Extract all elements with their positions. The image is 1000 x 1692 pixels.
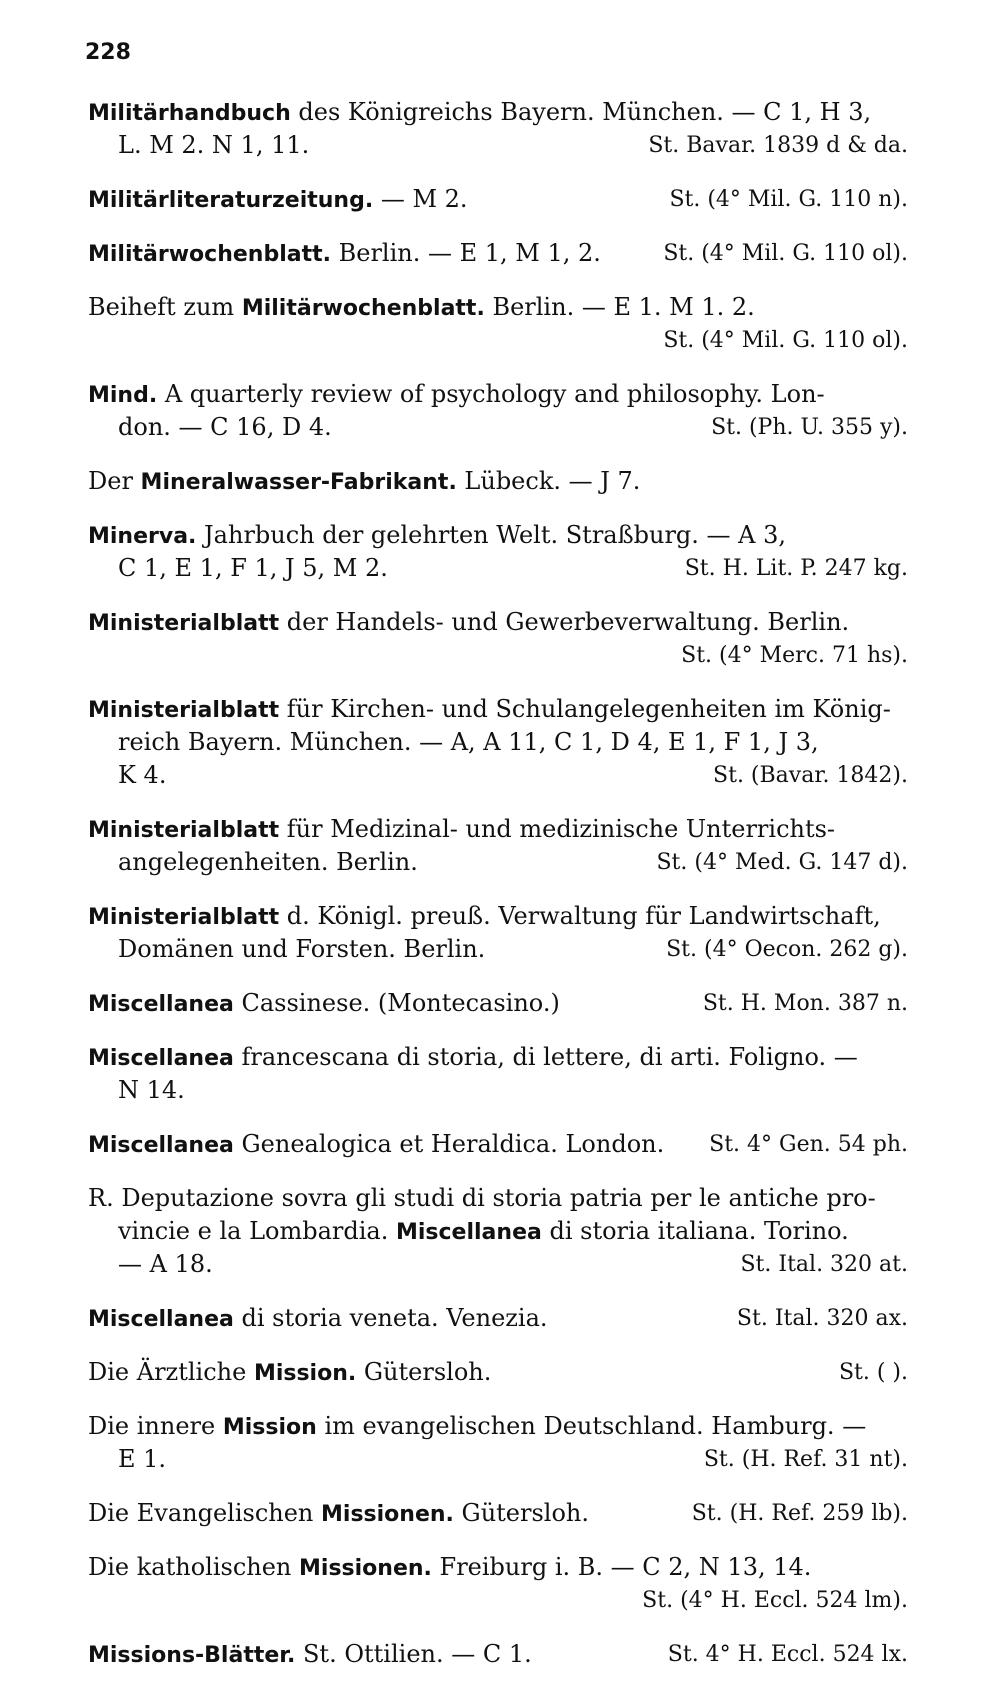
shelf-location: St. (4° H. Eccl. 524 lm).: [634, 1584, 908, 1617]
entry-text: Gütersloh.: [356, 1358, 492, 1386]
entry-title-keyword: Ministerialblatt: [88, 818, 280, 843]
entry-line: [88, 1074, 908, 1107]
entry-text: angelegenheiten. Berlin.: [118, 848, 418, 876]
catalog-entry: [88, 378, 908, 444]
entry-line: [88, 324, 908, 357]
entry-text: — A 18.: [118, 1250, 213, 1278]
entry-line: [88, 1410, 908, 1443]
entry-line: [88, 552, 908, 585]
entry-line: [88, 1302, 908, 1335]
entry-text: Berlin. — E 1, M 1, 2.: [330, 239, 601, 267]
entry-title-keyword: Miscellanea: [88, 992, 234, 1017]
entry-text: K 4.: [118, 761, 167, 789]
catalog-entry: [88, 1356, 908, 1389]
entry-text: für Medizinal- und medizinische Unterrichts-: [279, 815, 836, 843]
entry-prefix: Die innere: [88, 1412, 223, 1440]
entry-line: [88, 1041, 908, 1074]
catalog-entry: [88, 1551, 908, 1617]
shelf-location: St. 4° H. Eccl. 524 lx.: [660, 1638, 908, 1671]
entry-line: [88, 1356, 908, 1389]
entry-title-keyword: Mission: [222, 1415, 317, 1440]
entry-text: im evangelischen Deutschland. Hamburg. —: [316, 1412, 867, 1440]
entry-prefix: Der: [88, 467, 141, 495]
entry-line: [88, 519, 908, 552]
catalog-entry: [88, 1302, 908, 1335]
entry-text: — M 2.: [373, 185, 468, 213]
entry-title-keyword: Mission.: [253, 1361, 357, 1386]
entry-line: [88, 987, 908, 1020]
entry-title-keyword: Militärliteraturzeitung.: [88, 188, 374, 213]
entry-title-keyword: Militärwochenblatt.: [88, 242, 331, 267]
entry-line: [88, 1182, 908, 1215]
entry-line: [88, 237, 908, 270]
catalog-entry: [88, 693, 908, 792]
shelf-location: St. 4° Gen. 54 ph.: [701, 1128, 908, 1161]
catalog-entry: [88, 96, 908, 162]
shelf-location: St. H. Mon. 387 n.: [695, 987, 908, 1020]
entry-prefix: Die Ärztliche: [88, 1358, 254, 1386]
catalog-entry: [88, 291, 908, 357]
catalog-entry: [88, 1410, 908, 1476]
entry-prefix: Die katholischen: [88, 1553, 300, 1581]
entry-line: [88, 606, 908, 639]
entry-line: [88, 1638, 908, 1671]
entry-line: [88, 96, 908, 129]
catalog-entry: [88, 465, 908, 498]
entry-title-keyword: Miscellanea: [88, 1133, 234, 1158]
shelf-location: St. (4° Mil. G. 110 ol).: [655, 324, 908, 357]
entry-text: für Kirchen- und Schulangelegenheiten im König-: [279, 695, 891, 723]
shelf-location: St. H. Lit. P. 247 kg.: [677, 552, 908, 585]
entry-title-keyword: Militärwochenblatt.: [241, 296, 485, 321]
catalog-entry: [88, 900, 908, 966]
entry-title-keyword: Missions-Blätter.: [88, 1643, 296, 1668]
entry-text: Gütersloh.: [453, 1499, 590, 1527]
entry-text: reich Bayern. München. — A, A 11, C 1, D 4, E 1, F 1, J 3,: [118, 728, 819, 756]
entry-line: [88, 1584, 908, 1617]
entry-text: Jahrbuch der gelehrten Welt. Straßburg. — A 3,: [196, 521, 787, 549]
shelf-location: St. ( ).: [831, 1356, 908, 1389]
entry-text: der Handels- und Gewerbeverwaltung. Berlin.: [279, 608, 850, 636]
entry-line: [88, 639, 908, 672]
entry-suffix: di storia italiana. Torino.: [541, 1217, 849, 1245]
entry-text: francescana di storia, di lettere, di arti. Foligno. —: [233, 1043, 858, 1071]
entry-title-keyword: Mind.: [88, 383, 158, 408]
shelf-location: St. (4° Mil. G. 110 n).: [661, 183, 908, 216]
entry-line: [88, 1551, 908, 1584]
entry-line: [88, 411, 908, 444]
entry-line: [88, 1248, 908, 1281]
entry-line: [88, 933, 908, 966]
entry-line: [88, 813, 908, 846]
entry-title-keyword: Miscellanea: [395, 1220, 542, 1245]
entry-line: [88, 759, 908, 792]
entry-title-keyword: Missionen.: [299, 1556, 432, 1581]
shelf-location: St. (Ph. U. 355 y).: [703, 411, 908, 444]
catalog-entry: [88, 183, 908, 216]
entry-line: [88, 693, 908, 726]
catalog-entry: [88, 606, 908, 672]
entry-line: [88, 1215, 908, 1248]
catalog-entry: [88, 987, 908, 1020]
entry-title-keyword: Ministerialblatt: [88, 611, 280, 636]
shelf-location: St. (4° Mil. G. 110 ol).: [655, 237, 908, 270]
page-number: 228: [85, 40, 131, 65]
entry-line: [88, 1497, 908, 1530]
entry-text: Lübeck. — J 7.: [456, 467, 641, 495]
entry-line: [88, 183, 908, 216]
shelf-location: St. (4° Oecon. 262 g).: [658, 933, 908, 966]
entry-text: E 1.: [118, 1445, 167, 1473]
entry-text: Cassinese. (Montecasino.): [233, 989, 560, 1017]
catalog-entry: [88, 1638, 908, 1671]
entry-prefix: R. Deputazione sovra gli studi di storia patria per le antiche pro-: [88, 1184, 876, 1212]
catalog-entries: [88, 96, 908, 1692]
entry-text: St. Ottilien. — C 1.: [295, 1640, 532, 1668]
entry-text: Berlin. — E 1. M 1. 2.: [484, 293, 755, 321]
entry-line: [88, 1443, 908, 1476]
entry-title-keyword: Minerva.: [88, 524, 197, 549]
entry-text: C 1, E 1, F 1, J 5, M 2.: [118, 554, 388, 582]
catalog-entry: [88, 1182, 908, 1281]
entry-text: N 14.: [118, 1076, 185, 1104]
shelf-location: St. Ital. 320 ax.: [729, 1302, 908, 1335]
entry-line: [88, 1128, 908, 1161]
entry-line: [88, 726, 908, 759]
entry-line: [88, 465, 908, 498]
entry-text: Genealogica et Heraldica. London.: [233, 1130, 665, 1158]
entry-line: [88, 129, 908, 162]
entry-title-keyword: Militärhandbuch: [88, 101, 291, 126]
entry-text: Domänen und Forsten. Berlin.: [118, 935, 486, 963]
catalog-entry: [88, 519, 908, 585]
entry-title-keyword: Ministerialblatt: [88, 905, 280, 930]
shelf-location: St. Bavar. 1839 d & da.: [640, 129, 908, 162]
entry-line: [88, 846, 908, 879]
entry-text: A quarterly review of psychology and philosophy. Lon-: [157, 380, 825, 408]
entry-line: [88, 291, 908, 324]
shelf-location: St. (Bavar. 1842).: [705, 759, 908, 792]
catalog-entry: [88, 237, 908, 270]
entry-title-keyword: Mineralwasser-Fabrikant.: [140, 470, 457, 495]
catalog-entry: [88, 813, 908, 879]
entry-line: [88, 900, 908, 933]
shelf-location: St. (4° Merc. 71 hs).: [673, 639, 908, 672]
entry-text: Freiburg i. B. — C 2, N 13, 14.: [431, 1553, 812, 1581]
entry-text: di storia veneta. Venezia.: [233, 1304, 548, 1332]
entry-text: L. M 2. N 1, 11.: [118, 131, 310, 159]
entry-line: [88, 378, 908, 411]
entry-text: d. Königl. preuß. Verwaltung für Landwirtschaft,: [279, 902, 881, 930]
catalog-entry: [88, 1041, 908, 1107]
entry-title-keyword: Missionen.: [321, 1502, 454, 1527]
catalog-entry: [88, 1128, 908, 1161]
entry-title-keyword: Ministerialblatt: [88, 698, 280, 723]
shelf-location: St. (4° Med. G. 147 d).: [648, 846, 908, 879]
entry-prefix: Die Evangelischen: [88, 1499, 322, 1527]
catalog-entry: [88, 1497, 908, 1530]
entry-text: don. — C 16, D 4.: [118, 413, 332, 441]
entry-title-keyword: Miscellanea: [88, 1307, 234, 1332]
entry-prefix: Beiheft zum: [88, 293, 242, 321]
shelf-location: St. (H. Ref. 259 lb).: [684, 1497, 908, 1530]
shelf-location: St. (H. Ref. 31 nt).: [696, 1443, 908, 1476]
shelf-location: St. Ital. 320 at.: [732, 1248, 908, 1281]
entry-title-keyword: Miscellanea: [88, 1046, 234, 1071]
entry-text: vincie e la Lombardia.: [118, 1217, 396, 1245]
entry-text: des Königreichs Bayern. München. — C 1, H 3,: [290, 98, 872, 126]
